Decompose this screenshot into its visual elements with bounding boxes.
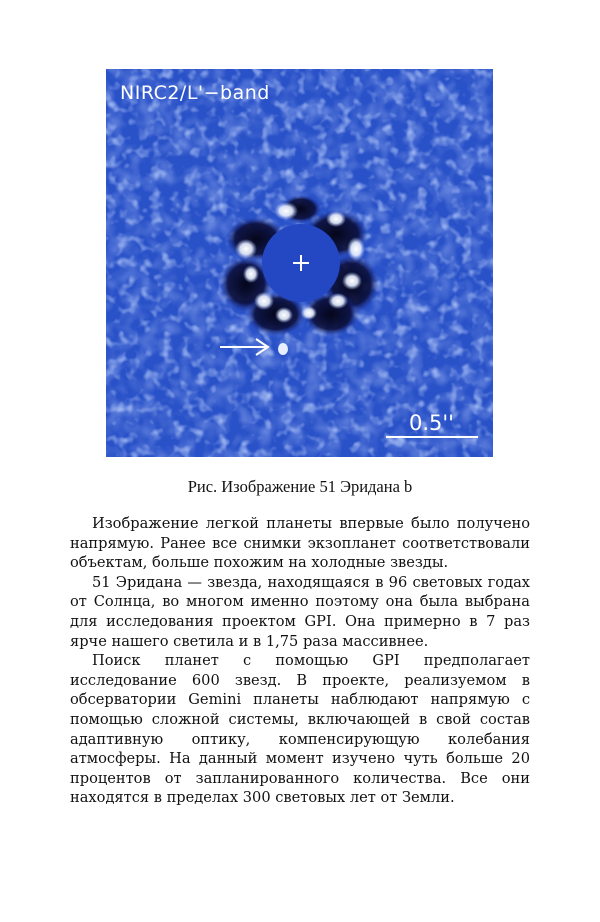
noise-field (106, 69, 493, 457)
instrument-label: NIRC2/L'−band (120, 82, 270, 104)
body-text (70, 514, 530, 808)
paragraph: 51 Эридана — звезда, находящаяся в 96 световых годах от Солнца, во многом именно поэтому она была выбрана для исследования проектом GPI. Она примерно в 7 раз ярче нашего светила и в 1,75 раза массивнее. (70, 573, 530, 650)
figure-caption: Рис. Изображение 51 Эридана b (187, 477, 413, 496)
astronomical-image (106, 69, 493, 457)
paragraph: Поиск планет с помощью GPI предполагает исследование 600 звезд. В проекте, реализуемом в обсерватории Gemini планеты наблюдают напрямую с помощью сложной системы, включающей в свой состав адаптивную оптику, компенсирующую колебания атмосферы. На данный момент изучено чуть больше 20 процентов от запланированного количества. Все они находятся в пределах 300 световых лет от Земли. (70, 652, 530, 807)
planet-spot (278, 343, 288, 355)
scale-label: 0.5'' (409, 411, 454, 435)
paragraph: Изображение легкой планеты впервые было получено напрямую. Ранее все снимки экзопланет соответствовали объектам, больше похожим на холодные звезды. (70, 515, 530, 572)
